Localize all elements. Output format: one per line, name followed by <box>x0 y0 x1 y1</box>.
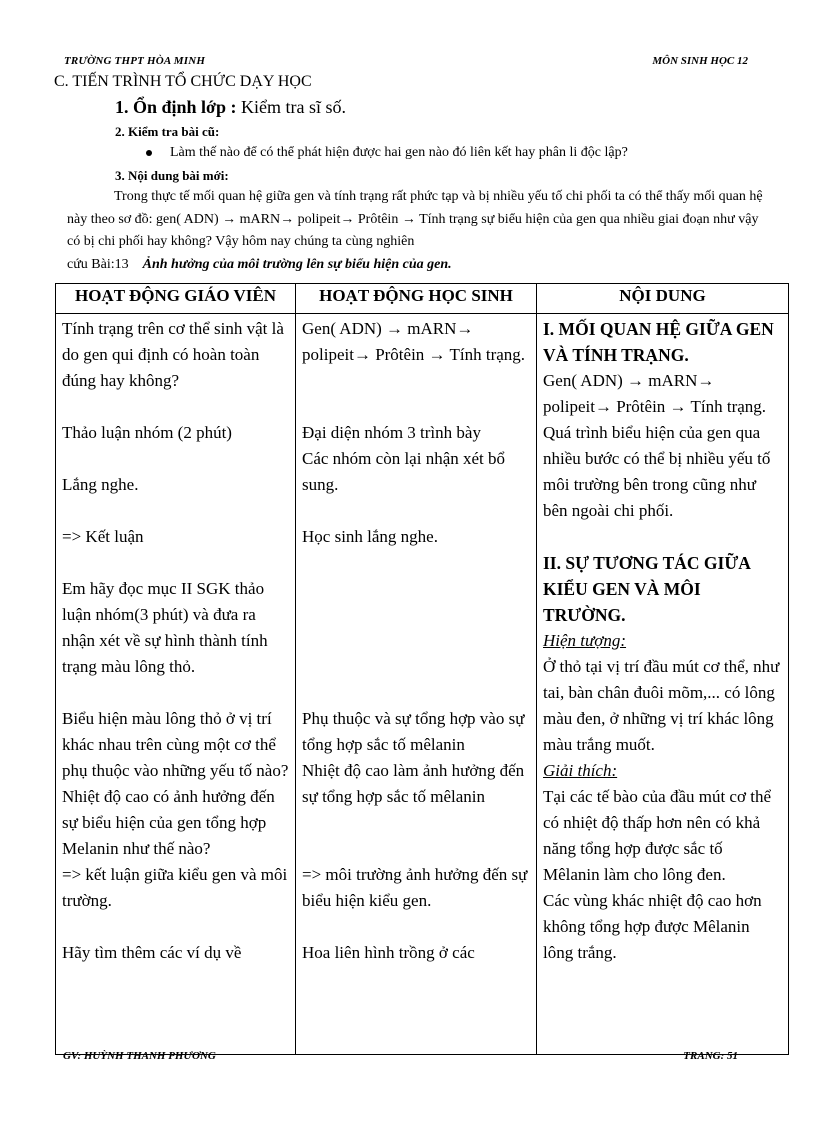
content-explanation-1: Tại các tế bào của đầu mút cơ thể có nhiệt độ thấp hơn nên có khả năng tổng hợp được sắc tố Mêlanin làm cho lông đen. <box>543 787 771 884</box>
teacher-item: Thảo luận nhóm (2 phút) <box>62 423 232 442</box>
student-item: Phụ thuộc và sự tổng hợp vào sự tổng hợp sắc tố mêlanin <box>302 709 525 754</box>
item-stabilize-class <box>115 97 346 118</box>
student-item: => môi trường ảnh hưởng đến sự biểu hiện kiểu gen. <box>302 865 528 910</box>
review-question-text: Làm thế nào để có thể phát hiện được hai gen nào đó liên kết hay phân li độc lập? <box>170 145 628 160</box>
phenomenon-label: Hiện tượng: <box>543 631 627 650</box>
item1-label: 1. Ổn định lớp : <box>115 97 237 117</box>
intro-paragraph: Trong thực tế mối quan hệ giữa gen và tính trạng rất phức tạp và bị nhiều yếu tố chi phối ta có thể thấy mối quan hệ này theo sơ đồ: gen( ADN) → mARN→ polipeit→ Prôtêin → Tính trạng sự biểu hiện của gen qua nhiều giai đoạn như vậy có bị chi phối hay không? Vậy hôm nay chúng ta cùng nghiên <box>67 189 763 249</box>
teacher-item: Lắng nghe. <box>62 475 139 494</box>
teacher-item: Tính trạng trên cơ thể sinh vật là do gen qui định có hoàn toàn đúng hay không? <box>62 319 284 390</box>
header-subject: MÔN SINH HỌC 12 <box>652 55 748 67</box>
teacher-item: Nhiệt độ cao có ảnh hưởng đến sự biểu hiện của gen tổng hợp Melanin như thế nào? <box>62 787 275 858</box>
footer-page-number: TRANG: 51 <box>683 1050 738 1062</box>
lesson-table <box>55 283 789 1055</box>
teacher-item: Em hãy đọc mục II SGK thảo luận nhóm(3 phút) và đưa ra nhận xét về sự hình thành tính trạng màu lông thỏ. <box>62 579 268 676</box>
content-column <box>537 314 789 1055</box>
teacher-column <box>56 314 296 1055</box>
header-school: TRƯỜNG THPT HÒA MINH <box>64 55 206 67</box>
content-heading-2: II. SỰ TƯƠNG TÁC GIỮA KIỂU GEN VÀ MÔI TRƯỜNG. <box>543 553 750 625</box>
student-column <box>296 314 537 1055</box>
content-process: Quá trình biểu hiện của gen qua nhiều bước có thể bị nhiều yếu tố môi trường bên trong cũng như bên ngoài chi phối. <box>543 423 771 520</box>
review-question <box>146 145 628 161</box>
content-scheme: Gen( ADN) → mARN→ polipeit→ Prôtêin → Tính trạng. <box>543 371 767 416</box>
bullet-icon <box>146 150 152 156</box>
student-item: Học sinh lắng nghe. <box>302 527 438 546</box>
table-row <box>56 314 789 1055</box>
teacher-item: => Kết luận <box>62 527 144 546</box>
teacher-item: Hãy tìm thêm các ví dụ về <box>62 943 242 962</box>
item-new-lesson-label: 3. Nội dung bài mới: <box>115 168 229 183</box>
content-explanation-2: Các vùng khác nhiệt độ cao hơn không tổng hợp được Mêlanin lông trắng. <box>543 891 762 962</box>
item-review-label: 2. Kiểm tra bài cũ: <box>115 124 220 139</box>
student-item: Hoa liên hình trồng ở các <box>302 943 475 962</box>
content-phenomenon: Ở thỏ tại vị trí đầu mút cơ thể, như tai, bàn chân đuôi mõm,... có lông màu đen, ở những vị trí khác lông màu trắng muốt. <box>543 657 780 754</box>
footer-teacher: GV: HUỲNH THANH PHƯƠNG <box>63 1050 216 1062</box>
teacher-item: Biểu hiện màu lông thỏ ở vị trí khác nhau trên cùng một cơ thể phụ thuộc vào những yếu tố nào? <box>62 709 289 780</box>
lesson-prefix: cứu Bài:13 <box>67 257 129 272</box>
lesson-title: Ảnh hưởng của môi trường lên sự biểu hiện của gen. <box>142 257 452 272</box>
teacher-item: => kết luận giữa kiểu gen và môi trường. <box>62 865 288 910</box>
section-heading: C. TIẾN TRÌNH TỔ CHỨC DẠY HỌC <box>54 73 312 90</box>
student-item: Nhiệt độ cao làm ảnh hưởng đến sự tổng hợp sắc tố mêlanin <box>302 761 525 806</box>
header-teacher: HOẠT ĐỘNG GIÁO VIÊN <box>56 284 296 314</box>
lesson-line <box>67 257 452 273</box>
header-student: HOẠT ĐỘNG HỌC SINH <box>296 284 537 314</box>
table-header-row <box>56 284 789 314</box>
explanation-label: Giải thích: <box>543 761 618 780</box>
student-item: Các nhóm còn lại nhận xét bổ sung. <box>302 449 506 494</box>
content-heading-1: I. MỐI QUAN HỆ GIỮA GEN VÀ TÍNH TRẠNG. <box>543 319 774 365</box>
student-item: Gen( ADN) → mARN→ polipeit→ Prôtêin → Tính trạng. <box>302 319 526 364</box>
header-content: NỘI DUNG <box>537 284 789 314</box>
student-item: Đại diện nhóm 3 trình bày <box>302 423 481 442</box>
item1-text: Kiểm tra sĩ số. <box>236 97 347 117</box>
